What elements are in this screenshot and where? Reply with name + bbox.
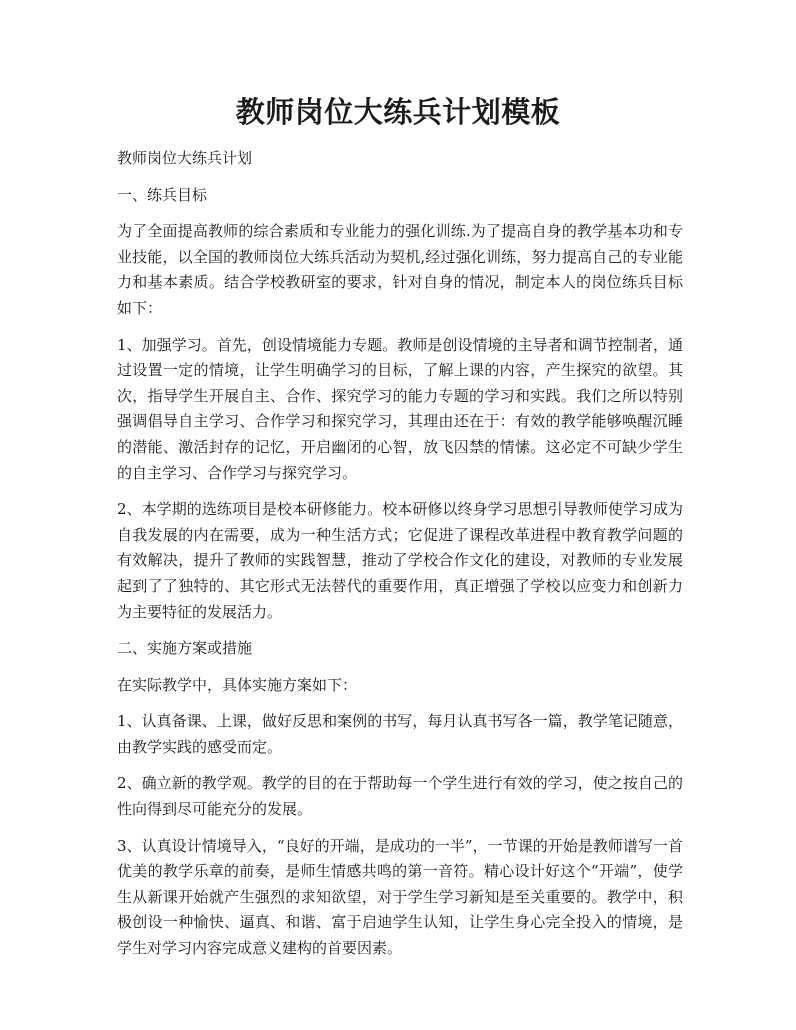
document-title: 教师岗位大练兵计划模板: [235, 95, 561, 129]
paragraph-goal-1: 1、加强学习。首先，创设情境能力专题。教师是创设情境的主导者和调节控制者，通过设置一定的情境，让学生明确学习的目标，了解上课的内容，产生探究的欲望。其次，指导学生开展自主、合作、探究学习的能力专题的学习和实践。我们之所以特别强调倡导自主学习、合作学习和探究学习，其理由还在于：有效的教学能够唤醒沉睡的潜能、激活封存的记忆，开启幽闭的心智，放飞囚禁的情愫。这必定不可缺少学生的自主学习、合作学习与探究学习。: [117, 335, 683, 482]
section-heading-goals: 一、练兵目标: [117, 185, 208, 204]
paragraph-intro: 为了全面提高教师的综合素质和专业能力的强化训练.为了提高自身的教学基本功和专业技能，以全国的教师岗位大练兵活动为契机,经过强化训练，努力提高自己的专业能力和基本素质。结合学校教研室的要求，针对自身的情况，制定本人的岗位练兵目标如下：: [117, 222, 683, 317]
document-body: [117, 146, 683, 973]
paragraph-measures-intro: 在实际教学中，具体实施方案如下：: [117, 675, 358, 694]
paragraph-goal-2: 2、本学期的选练项目是校本研修能力。校本研修以终身学习思想引导教师使学习成为自我发展的内在需要，成为一种生活方式；它促进了课程改革进程中教育教学问题的有效解决，提升了教师的实践智慧，推动了学校合作文化的建设，对教师的专业发展起到了了独特的、其它形式无法替代的重要作用，真正增强了学校以应变力和创新力为主要特征的发展活力。: [117, 500, 683, 621]
section-heading-measures: 二、实施方案或措施: [117, 639, 253, 658]
paragraph-measure-1: 1、认真备课、上课，做好反思和案例的书写，每月认真书写各一篇，教学笔记随意，由教学实践的感受而定。: [117, 712, 683, 756]
doc-subtitle: 教师岗位大练兵计划: [117, 149, 253, 167]
paragraph-measure-2: 2、确立新的教学观。教学的目的在于帮助每一个学生进行有效的学习，使之按自己的性向得到尽可能充分的发展。: [117, 774, 683, 819]
paragraph-measure-3: 3、认真设计情境导入，“良好的开端，是成功的一半”，一节课的开始是教师谱写一首优美的教学乐章的前奏，是师生情感共鸣的第一音符。精心设计好这个“开端”，使学生从新课开始就产生强烈的求知欲望，对于学生学习新知是至关重要的。教学中，积极创设一种愉快、逼真、和谐、富于启迪学生认知，让学生身心完全投入的情境，是学生对学习内容完成意义建构的首要因素。: [117, 836, 683, 958]
